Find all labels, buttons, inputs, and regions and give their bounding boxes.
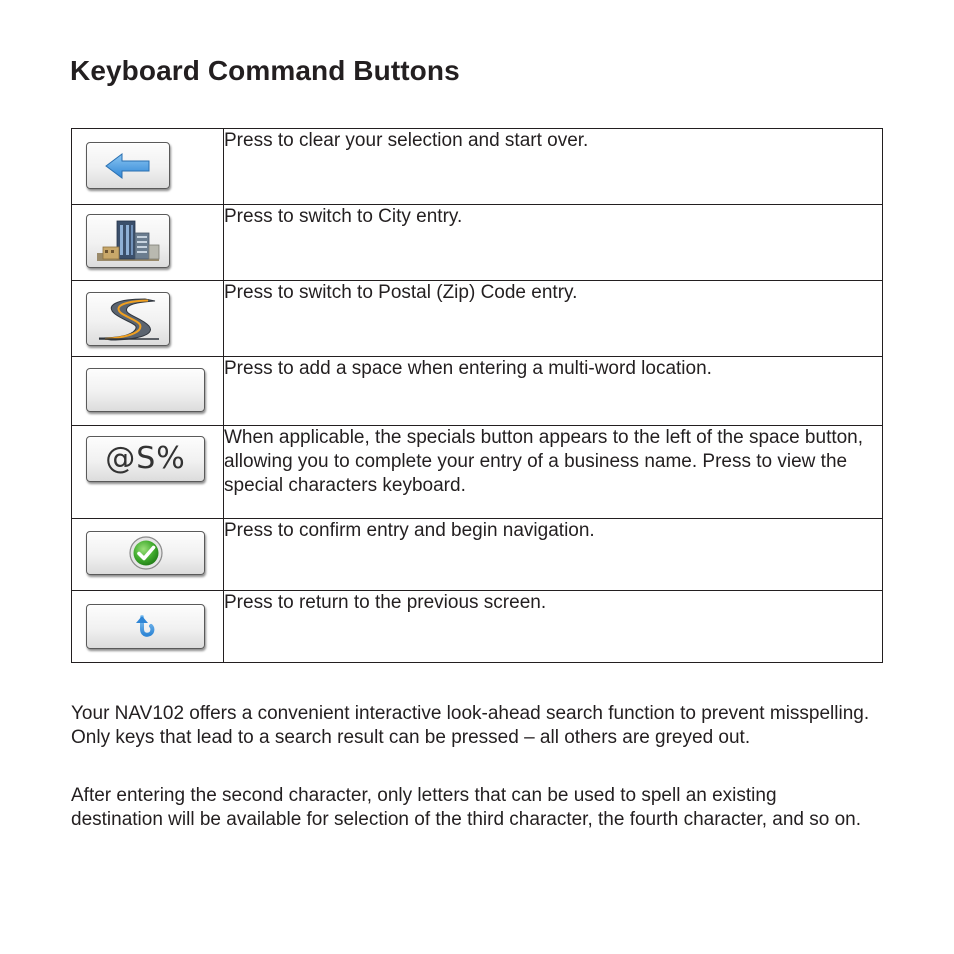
specials-button[interactable] [86,436,205,482]
table-row [72,205,883,281]
icon-cell [72,129,224,205]
specials-icon: @S% [105,441,186,476]
description-city: Press to switch to City entry. [224,205,883,281]
table-row [72,357,883,426]
clear-selection-button[interactable] [86,142,170,189]
page-title: Keyboard Command Buttons [70,55,460,86]
spelling-paragraph: After entering the second character, only letters that can be used to spell an existing destination will be available for selection of the third character, the fourth character, and so on. [71,785,862,830]
city-entry-button[interactable] [86,214,170,268]
description-specials: When applicable, the specials button appears to the left of the space button, allowing you to complete your entry of a business name. Press to view the special characters keyboard. [224,426,883,519]
description-space: Press to add a space when entering a multi-word location. [224,357,883,426]
description-postal: Press to switch to Postal (Zip) Code entry. [224,281,883,357]
lookahead-paragraph: Your NAV102 offers a convenient interactive look-ahead search function to prevent misspelling. Only keys that lead to a search result can be pressed – all others are greyed out. [71,703,870,748]
confirm-button[interactable] [86,531,205,575]
icon-cell [72,357,224,426]
return-arrow-icon [133,613,159,641]
road-icon [93,296,163,342]
postal-code-entry-button[interactable] [86,292,170,346]
space-button[interactable] [86,368,205,412]
table-row [72,281,883,357]
table-row [72,519,883,591]
description-return: Press to return to the previous screen. [224,591,883,663]
table-row [72,591,883,663]
return-button[interactable] [86,604,205,649]
icon-cell [72,591,224,663]
icon-cell [72,205,224,281]
icon-cell [72,426,224,519]
command-buttons-table [71,128,883,663]
description-confirm: Press to confirm entry and begin navigation. [224,519,883,591]
table-row [72,426,883,519]
green-check-icon [127,534,165,572]
back-arrow-icon [103,151,153,181]
icon-cell [72,519,224,591]
table-row [72,129,883,205]
city-buildings-icon [93,217,163,265]
icon-cell [72,281,224,357]
description-clear: Press to clear your selection and start over. [224,129,883,205]
space-bar-icon [145,390,146,391]
